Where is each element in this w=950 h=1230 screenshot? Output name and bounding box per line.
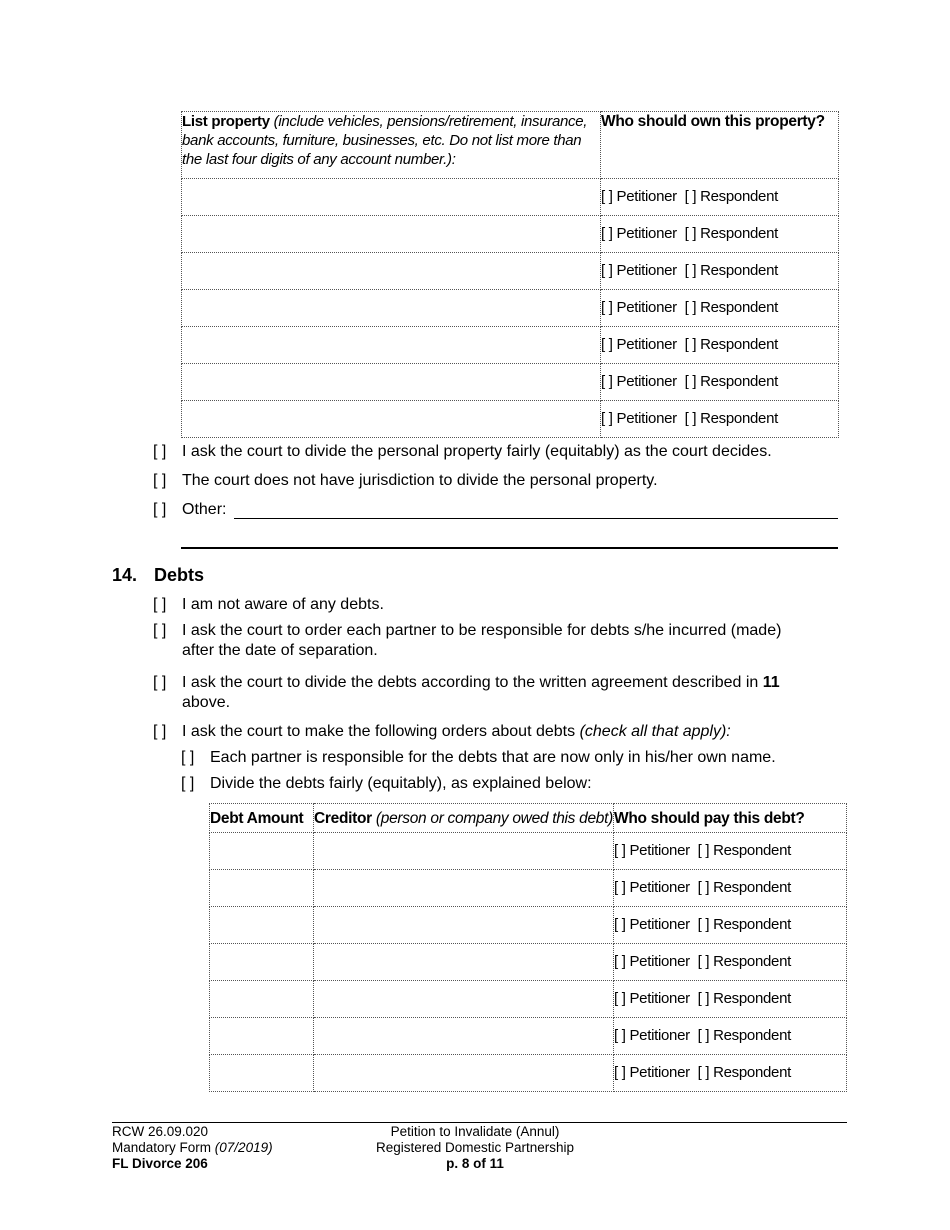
debt-amount-cell[interactable]	[210, 907, 314, 944]
respondent-checkbox[interactable]: [ ]	[697, 879, 710, 896]
petitioner-checkbox[interactable]: [ ]	[601, 410, 613, 427]
respondent-checkbox[interactable]: [ ]	[697, 1027, 710, 1044]
table-row	[182, 401, 839, 438]
respondent-checkbox[interactable]: [ ]	[697, 1064, 710, 1081]
respondent-label: Respondent	[713, 842, 791, 859]
agreement-label-2: above.	[182, 694, 231, 711]
petitioner-label: Petitioner	[629, 916, 690, 933]
property-description-cell[interactable]	[182, 216, 601, 253]
respondent-checkbox[interactable]: [ ]	[684, 373, 697, 390]
respondent-label: Respondent	[700, 336, 778, 353]
table-row	[182, 364, 839, 401]
creditor-cell[interactable]	[314, 870, 614, 907]
creditor-cell[interactable]	[314, 981, 614, 1018]
footer-rcw: RCW 26.09.020	[112, 1124, 209, 1139]
petitioner-label: Petitioner	[629, 990, 690, 1007]
footer-form-id: FL Divorce 206	[112, 1156, 208, 1171]
table-row	[182, 179, 839, 216]
petitioner-label: Petitioner	[616, 262, 677, 279]
creditor-header-bold: Creditor	[314, 810, 372, 827]
not-aware-checkbox[interactable]: [ ]	[153, 596, 167, 613]
debt_table-owner-cell	[613, 981, 846, 1018]
footer-mandatory	[112, 1140, 273, 1156]
property-owner-header: Who should own this property?	[601, 112, 839, 179]
creditor-cell[interactable]	[314, 907, 614, 944]
agreement-ref: 11	[762, 674, 780, 691]
orders-label	[182, 723, 731, 741]
petitioner-label: Petitioner	[616, 336, 677, 353]
table-row	[210, 1018, 847, 1055]
creditor-header	[314, 804, 614, 833]
petitioner-checkbox[interactable]: [ ]	[601, 262, 613, 279]
debt-amount-cell[interactable]	[210, 981, 314, 1018]
other-input-line-2[interactable]	[181, 547, 838, 549]
petitioner-checkbox[interactable]: [ ]	[613, 916, 626, 933]
other-label: Other:	[182, 501, 227, 518]
property-description-cell[interactable]	[182, 253, 601, 290]
table-row	[182, 290, 839, 327]
footer-left	[112, 1124, 273, 1172]
table-row	[210, 870, 847, 907]
petitioner-label: Petitioner	[616, 299, 677, 316]
divide-fairly-checkbox[interactable]: [ ]	[153, 443, 167, 460]
debt-table	[209, 803, 847, 1092]
orders-checkbox[interactable]: [ ]	[153, 723, 167, 740]
own-name-checkbox[interactable]: [ ]	[181, 749, 195, 766]
respondent-checkbox[interactable]: [ ]	[684, 225, 697, 242]
petitioner-checkbox[interactable]: [ ]	[601, 336, 613, 353]
respondent-label: Respondent	[713, 879, 791, 896]
petitioner-checkbox[interactable]: [ ]	[601, 373, 613, 390]
footer-page: p. 8 of 11	[446, 1156, 504, 1171]
property-description-cell[interactable]	[182, 290, 601, 327]
footer-mandatory-text: Mandatory Form	[112, 1140, 212, 1155]
respondent-checkbox[interactable]: [ ]	[697, 842, 710, 859]
property-header-italic: (include vehicles, pensions/retirement, insurance, bank accounts, furniture, businesses, etc. Do not list more than the last four digits of any account number.):	[182, 113, 588, 168]
table-row	[182, 327, 839, 364]
other-checkbox[interactable]: [ ]	[153, 501, 167, 518]
respondent-label: Respondent	[713, 1064, 791, 1081]
table-row	[182, 216, 839, 253]
no-jurisdiction-label: The court does not have jurisdiction to divide the personal property.	[182, 472, 658, 489]
respondent-checkbox[interactable]: [ ]	[684, 410, 697, 427]
table-row	[210, 907, 847, 944]
respondent-label: Respondent	[713, 990, 791, 1007]
divide-fairly-label: I ask the court to divide the personal property fairly (equitably) as the court decides.	[182, 443, 772, 460]
respondent-checkbox[interactable]: [ ]	[697, 916, 710, 933]
debt-amount-cell[interactable]	[210, 1055, 314, 1092]
property_table-owner-cell	[601, 401, 839, 438]
divide-debts-label: Divide the debts fairly (equitably), as explained below:	[210, 775, 592, 792]
agreement-label-1	[182, 674, 780, 692]
property_table-owner-cell	[601, 216, 839, 253]
debt-amount-header: Debt Amount	[210, 804, 314, 833]
petitioner-checkbox[interactable]: [ ]	[613, 953, 626, 970]
own-name-label: Each partner is responsible for the debts that are now only in his/her own name.	[210, 749, 776, 766]
petitioner-label: Petitioner	[616, 225, 677, 242]
petitioner-label: Petitioner	[616, 188, 677, 205]
petitioner-label: Petitioner	[629, 879, 690, 896]
table-row	[210, 833, 847, 870]
petitioner-label: Petitioner	[616, 373, 677, 390]
creditor-cell[interactable]	[314, 1055, 614, 1092]
creditor-header-italic: (person or company owed this debt)	[375, 810, 613, 827]
petitioner-checkbox[interactable]: [ ]	[613, 842, 626, 859]
footer-title-1: Petition to Invalidate (Annul)	[390, 1124, 560, 1139]
petitioner-label: Petitioner	[629, 953, 690, 970]
no-jurisdiction-checkbox[interactable]: [ ]	[153, 472, 167, 489]
petitioner-checkbox[interactable]: [ ]	[613, 879, 626, 896]
property-description-cell[interactable]	[182, 327, 601, 364]
table-row	[210, 1055, 847, 1092]
who-pays-header: Who should pay this debt?	[613, 804, 846, 833]
debt_table-owner-cell	[613, 870, 846, 907]
each-partner-label-2: after the date of separation.	[182, 642, 378, 659]
property-table	[181, 111, 839, 438]
respondent-label: Respondent	[700, 188, 778, 205]
petitioner-checkbox[interactable]: [ ]	[601, 299, 613, 316]
petitioner-label: Petitioner	[629, 842, 690, 859]
respondent-label: Respondent	[700, 225, 778, 242]
footer-center	[335, 1124, 615, 1172]
property-description-cell[interactable]	[182, 401, 601, 438]
property_table-owner-cell	[601, 364, 839, 401]
respondent-label: Respondent	[713, 953, 791, 970]
creditor-cell[interactable]	[314, 944, 614, 981]
debt-amount-cell[interactable]	[210, 870, 314, 907]
debt_table-owner-cell	[613, 944, 846, 981]
petitioner-checkbox[interactable]: [ ]	[601, 225, 613, 242]
respondent-label: Respondent	[700, 410, 778, 427]
debt-amount-cell[interactable]	[210, 944, 314, 981]
creditor-cell[interactable]	[314, 833, 614, 870]
petitioner-checkbox[interactable]: [ ]	[613, 990, 626, 1007]
respondent-checkbox[interactable]: [ ]	[684, 299, 697, 316]
table-row	[182, 253, 839, 290]
respondent-label: Respondent	[713, 916, 791, 933]
respondent-checkbox[interactable]: [ ]	[697, 990, 710, 1007]
property_table-owner-cell	[601, 290, 839, 327]
petitioner-label: Petitioner	[629, 1064, 690, 1081]
petitioner-checkbox[interactable]: [ ]	[613, 1027, 626, 1044]
other-input-line[interactable]	[234, 518, 838, 519]
respondent-label: Respondent	[700, 262, 778, 279]
not-aware-label: I am not aware of any debts.	[182, 596, 384, 613]
section-number: 14.	[112, 565, 138, 585]
respondent-checkbox[interactable]: [ ]	[684, 188, 697, 205]
respondent-checkbox[interactable]: [ ]	[684, 262, 697, 279]
divide-debts-checkbox[interactable]: [ ]	[181, 775, 195, 792]
property-header-bold: List property	[182, 113, 270, 130]
property_table-owner-cell	[601, 253, 839, 290]
section-title: Debts	[154, 565, 205, 585]
property-list-header	[182, 112, 601, 179]
respondent-label: Respondent	[700, 299, 778, 316]
orders-text: I ask the court to make the following orders about debts	[182, 723, 576, 740]
each-partner-label-1: I ask the court to order each partner to be responsible for debts s/he incurred (made)	[182, 622, 782, 639]
footer-mandatory-date: (07/2019)	[214, 1140, 273, 1155]
property_table-owner-cell	[601, 179, 839, 216]
respondent-checkbox[interactable]: [ ]	[684, 336, 697, 353]
respondent-label: Respondent	[713, 1027, 791, 1044]
agreement-checkbox[interactable]: [ ]	[153, 674, 167, 691]
property-description-cell[interactable]	[182, 179, 601, 216]
petitioner-checkbox[interactable]: [ ]	[613, 1064, 626, 1081]
debt_table-owner-cell	[613, 1018, 846, 1055]
orders-italic: (check all that apply):	[579, 723, 731, 740]
table-row	[210, 944, 847, 981]
petitioner-label: Petitioner	[616, 410, 677, 427]
respondent-label: Respondent	[700, 373, 778, 390]
creditor-cell[interactable]	[314, 1018, 614, 1055]
table-row	[210, 981, 847, 1018]
property_table-owner-cell	[601, 327, 839, 364]
footer-title-2: Registered Domestic Partnership	[375, 1140, 575, 1155]
respondent-checkbox[interactable]: [ ]	[697, 953, 710, 970]
debt_table-owner-cell	[613, 907, 846, 944]
petitioner-label: Petitioner	[629, 1027, 690, 1044]
debt-amount-cell[interactable]	[210, 1018, 314, 1055]
debt_table-owner-cell	[613, 1055, 846, 1092]
each-partner-checkbox[interactable]: [ ]	[153, 622, 167, 639]
agreement-text: I ask the court to divide the debts according to the written agreement described in	[182, 674, 759, 691]
property-description-cell[interactable]	[182, 364, 601, 401]
footer-rule	[112, 1122, 847, 1123]
debt-amount-cell[interactable]	[210, 833, 314, 870]
petitioner-checkbox[interactable]: [ ]	[601, 188, 613, 205]
debt_table-owner-cell	[613, 833, 846, 870]
